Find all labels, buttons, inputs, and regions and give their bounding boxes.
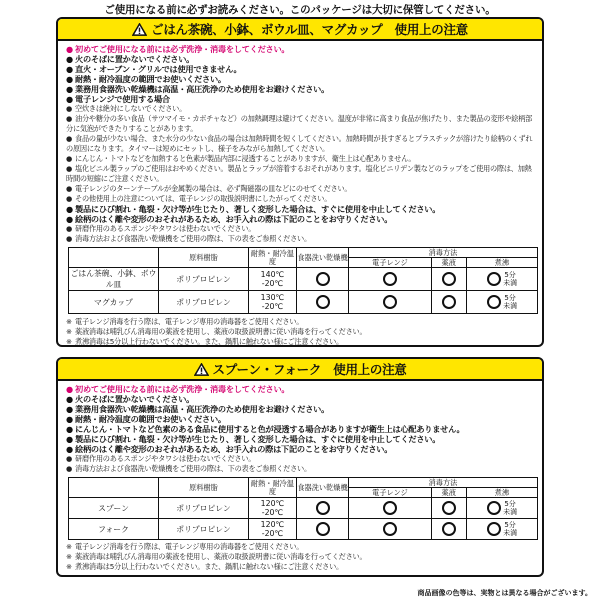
row-material: ポリプロピレン	[159, 519, 249, 540]
caution-line: ● 塩化ビニル製ラップのご使用はおやめください。製品とラップが溶着するおそれがあります。塩化ビニリデン製などのラップをご使用の際は、加熱時間の短縮にご注意ください。	[66, 164, 532, 183]
row-chemical	[431, 291, 466, 314]
caution-line: ● 火のそばに置かないでください。	[66, 54, 195, 64]
table-header-blank	[69, 478, 159, 498]
ok-circle-icon	[442, 295, 456, 309]
row-name: マグカップ	[69, 291, 159, 314]
ok-circle-icon	[487, 522, 501, 536]
section-header	[58, 19, 542, 41]
section-title: ごはん茶碗、小鉢、ボウル皿、マグカップ 使用上の注意	[151, 22, 468, 37]
caution-line: ● 消毒方法および食器洗い乾燥機をご使用の際は、下の表をご参照ください。	[66, 234, 311, 243]
caution-line: ● 製品にひび割れ・亀裂・欠け等が生じたり、著しく変形した場合は、すぐに使用を中止してください。	[66, 204, 441, 214]
row-name: フォーク	[69, 519, 159, 540]
row-temp: 120℃ -20℃	[249, 498, 297, 519]
row-boil: 5分 未満	[466, 268, 537, 291]
ok-circle-icon	[383, 501, 397, 515]
table-row	[69, 498, 538, 519]
section-title: スプーン・フォーク 使用上の注意	[212, 362, 407, 377]
ok-circle-icon	[442, 522, 456, 536]
caution-line: ● 電子レンジのターンテーブルが金属製の場合は、必ず陶磁器の皿などにのせてください。	[66, 184, 352, 193]
caution-line: ● にんじん・トマトなど色素のある食品に使用すると色が浸透する場合がありますが衛生上は心配ありません。	[66, 424, 465, 434]
caution-line: ● 電子レンジで使用する場合	[66, 94, 170, 104]
row-name: スプーン	[69, 498, 159, 519]
warning-icon	[132, 23, 147, 36]
row-microwave	[349, 519, 432, 540]
row-material: ポリプロピレン	[159, 291, 249, 314]
footnote: ※ 電子レンジ消毒を行う際は、電子レンジ専用の消毒器をご使用ください。	[66, 317, 304, 326]
caution-line: ● 消毒方法および食器洗い乾燥機をご使用の際は、下の表をご参照ください。	[66, 464, 311, 473]
caution-line: ● その他使用上の注意については、電子レンジの取扱説明書にしたがってください。	[66, 194, 332, 203]
ok-circle-icon	[487, 501, 501, 515]
table-header-blank	[69, 248, 159, 268]
table-header-boil: 煮沸	[466, 258, 537, 268]
table-row	[69, 268, 538, 291]
caution-line: ● 研磨作用のあるスポンジやタワシは使わないでください。	[66, 454, 256, 463]
row-boil: 5分 未満	[466, 519, 537, 540]
ok-circle-icon	[316, 522, 330, 536]
row-microwave	[349, 268, 432, 291]
row-name: ごはん茶碗、小鉢、ボウル皿	[69, 268, 159, 291]
footnote: ※ 薬液消毒は哺乳びん消毒用の薬液を使用し、薬液の取扱説明書に従い消毒を行ってください。	[66, 327, 367, 336]
caution-line: ● 製品にひび割れ・亀裂・欠け等が生じたり、著しく変形した場合は、すぐに使用を中止してください。	[66, 434, 441, 444]
caution-line: ● 業務用食器洗い乾燥機は高温・高圧洗浄のため使用をお避けください。	[66, 84, 330, 94]
caution-line: ● 絵柄のはく離や変形のおそれがあるため、お手入れの際は下記のことをお守りください。	[66, 444, 393, 454]
table-header-temp: 耐熱・耐冷温度	[249, 478, 297, 498]
caution-line: ● 業務用食器洗い乾燥機は高温・高圧洗浄のため使用をお避けください。	[66, 404, 330, 414]
top-note: ご使用になる前に必ずお読みください。このパッケージは大切に保管してください。	[104, 4, 496, 16]
row-temp: 130℃ -20℃	[249, 291, 297, 314]
ok-circle-icon	[442, 501, 456, 515]
table-header-chemical: 薬液	[431, 488, 466, 498]
caution-line: ● 空炊きは絶対にしないでください。	[66, 104, 187, 113]
row-microwave	[349, 498, 432, 519]
footer-note: 商品画像の色等は、実物とは異なる場合がございます。	[417, 589, 592, 597]
table-header-temp: 耐熱・耐冷温度	[249, 248, 297, 268]
row-dishwasher	[297, 268, 349, 291]
row-dishwasher	[297, 519, 349, 540]
ok-circle-icon	[487, 295, 501, 309]
caution-line: ● 食品の量が少ない場合、また水分の少ない食品の場合は加熱時間を短くしてください。加熱時間が長すぎるとプラスチックが溶けたり絵柄のくずれの原因になります。タイマーは短めにセットし、様子をみながら加熱してください。	[66, 134, 533, 153]
footnote: ※ 煮沸消毒は5分以上行わないでください。また、鍋肌に触れない様にご注意ください。	[66, 337, 343, 346]
table-header-dishwasher: 食器洗い乾燥機	[297, 248, 349, 268]
caution-line: ● 初めてご使用になる前には必ず洗浄・消毒をしてください。	[66, 384, 290, 394]
footnote: ※ 薬液消毒は哺乳びん消毒用の薬液を使用し、薬液の取扱説明書に従い消毒を行ってください。	[66, 552, 367, 561]
row-material: ポリプロピレン	[159, 498, 249, 519]
table-header-material: 原料樹脂	[159, 248, 249, 268]
caution-line: ● 油分や糖分の多い食品（サツマイモ・カボチャなど）の加熱調理は避けてください。温度が非常に高まり食品が焦げたり、また製品の変形や絵柄部分に気泡ができたりすることがあります。	[66, 114, 533, 133]
row-temp: 120℃ -20℃	[249, 519, 297, 540]
sterilization-table	[68, 247, 538, 314]
table-header-dishwasher: 食器洗い乾燥機	[297, 478, 349, 498]
caution-line: ● 初めてご使用になる前には必ず洗浄・消毒をしてください。	[66, 44, 290, 54]
caution-line: ● 直火・オーブン・グリルでは使用できません。	[66, 64, 242, 74]
section-header	[58, 359, 542, 381]
ok-circle-icon	[316, 501, 330, 515]
caution-line: ● 研磨作用のあるスポンジやタワシは使わないでください。	[66, 224, 256, 233]
table-row	[69, 519, 538, 540]
row-microwave	[349, 291, 432, 314]
ok-circle-icon	[442, 272, 456, 286]
ok-circle-icon	[487, 272, 501, 286]
caution-line: ● 絵柄のはく離や変形のおそれがあるため、お手入れの際は下記のことをお守りください。	[66, 214, 393, 224]
ok-circle-icon	[383, 272, 397, 286]
sterilization-table	[68, 477, 538, 540]
table-header-method: 消毒方法	[349, 478, 538, 488]
ok-circle-icon	[316, 272, 330, 286]
row-chemical	[431, 519, 466, 540]
table-header-material: 原料樹脂	[159, 478, 249, 498]
row-material: ポリプロピレン	[159, 268, 249, 291]
footnote: ※ 煮沸消毒は5分以上行わないでください。また、鍋肌に触れない様にご注意ください。	[66, 562, 343, 571]
row-boil: 5分 未満	[466, 498, 537, 519]
warning-icon	[194, 363, 209, 376]
row-temp: 140℃ -20℃	[249, 268, 297, 291]
row-dishwasher	[297, 498, 349, 519]
section-cutlery-cautions	[56, 357, 544, 577]
caution-line: ● 耐熱・耐冷温度の範囲でお使いください。	[66, 74, 226, 84]
table-row	[69, 291, 538, 314]
ok-circle-icon	[383, 522, 397, 536]
row-chemical	[431, 498, 466, 519]
ok-circle-icon	[383, 295, 397, 309]
caution-line: ● 火のそばに置かないでください。	[66, 394, 195, 404]
row-chemical	[431, 268, 466, 291]
footnote: ※ 電子レンジ消毒を行う際は、電子レンジ専用の消毒器をご使用ください。	[66, 542, 304, 551]
ok-circle-icon	[316, 295, 330, 309]
caution-line: ● 耐熱・耐冷温度の範囲でお使いください。	[66, 414, 226, 424]
table-header-microwave: 電子レンジ	[349, 488, 432, 498]
table-header-method: 消毒方法	[349, 248, 538, 258]
table-header-boil: 煮沸	[466, 488, 537, 498]
section-tableware-cautions	[56, 17, 544, 347]
caution-line: ● にんじん・トマトなどを加熱すると色素が製品内部に浸透することがありますが、衛生上は心配ありません。	[66, 154, 416, 163]
row-dishwasher	[297, 291, 349, 314]
table-header-chemical: 薬液	[431, 258, 466, 268]
row-boil: 5分 未満	[466, 291, 537, 314]
table-header-microwave: 電子レンジ	[349, 258, 432, 268]
